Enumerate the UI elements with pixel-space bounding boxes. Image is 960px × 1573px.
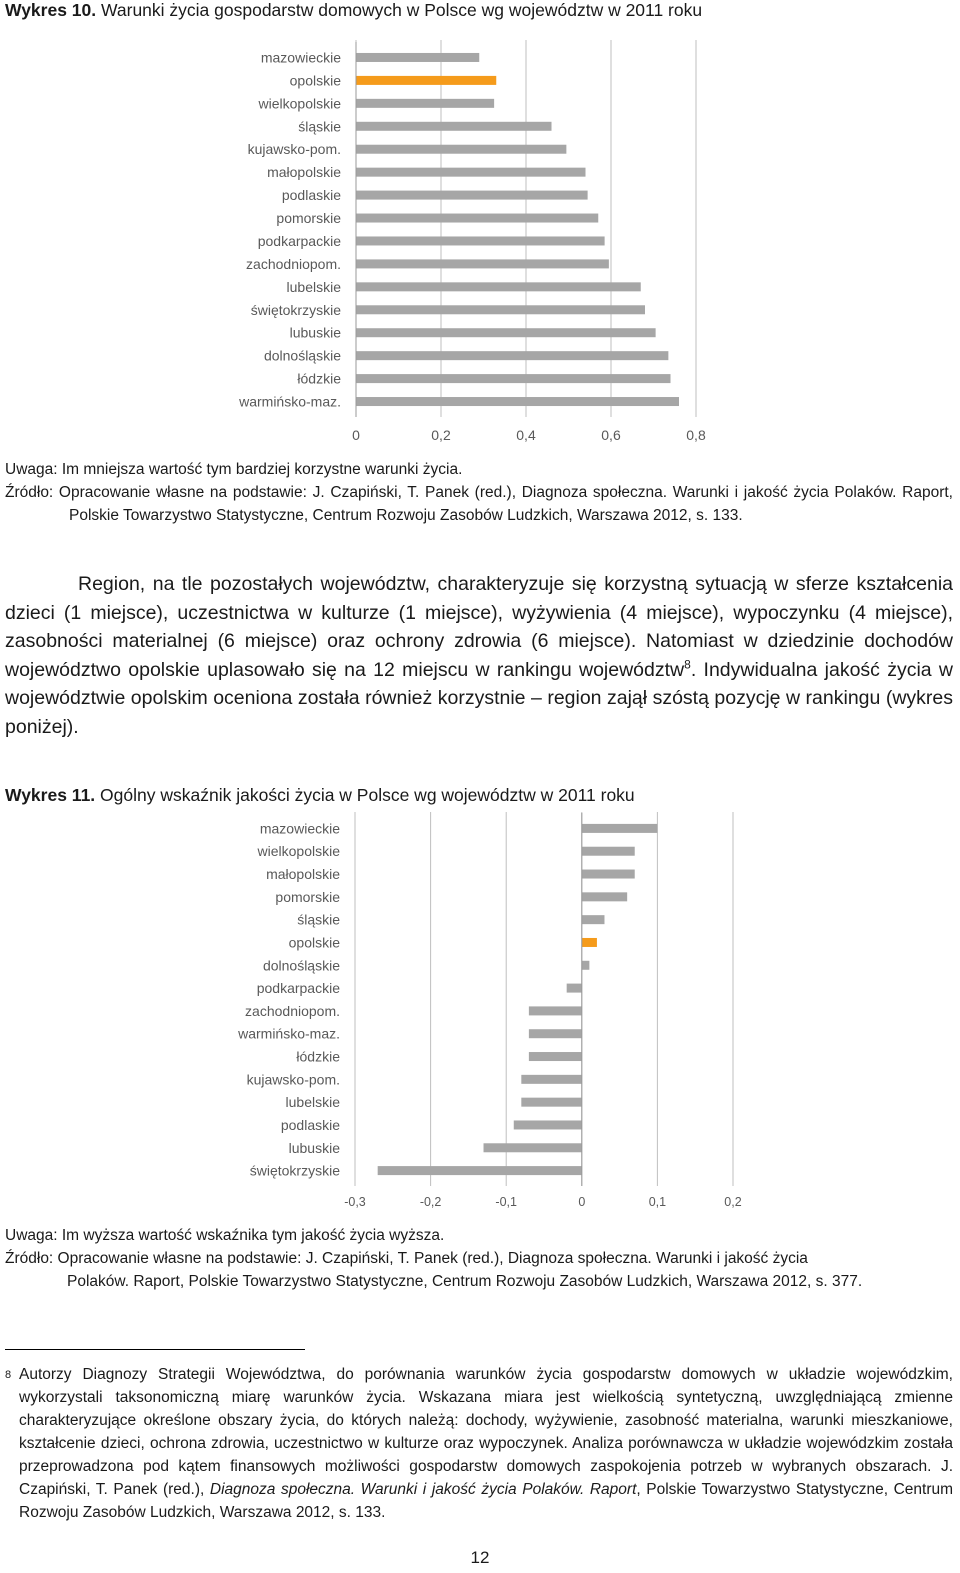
chart11-source-line1: Źródło: Opracowanie własne na podstawie: J. Czapiński, T. Panek (red.), Diagnoza społeczna. Warunki i jakość życia (5, 1250, 808, 1267)
chart10-category-label: podkarpackie (257, 232, 341, 249)
chart11-bar-13 (514, 1120, 582, 1129)
chart10-category-label: łódzkie (297, 370, 341, 387)
chart10-tick-label: 0,6 (601, 427, 621, 443)
chart10-caption-number: Wykres 10. (5, 0, 97, 20)
chart10-bar-0 (356, 53, 479, 62)
chart10-bar-11 (356, 305, 645, 314)
chart11-category-label: mazowieckie (259, 820, 340, 837)
chart10-category-label: pomorskie (276, 210, 341, 227)
chart10-category-label: wielkopolskie (258, 95, 341, 112)
chart11-bar-9 (529, 1029, 582, 1038)
chart10-caption (5, 0, 702, 21)
chart11-category-label: łódzkie (296, 1048, 340, 1065)
chart10-category-label: małopolskie (267, 164, 341, 181)
chart11-category-label: warmińsko-maz. (238, 1025, 340, 1042)
chart11-tick-label: -0,1 (495, 1195, 517, 1209)
chart10-bar-12 (356, 328, 656, 337)
chart11-category-label: podlaskie (280, 1116, 340, 1133)
chart11-category-label: pomorskie (275, 888, 340, 905)
footnote-text: Autorzy Diagnozy Strategii Województwa, do porównania warunków życia gospodarstw domowych w układzie wojewódzkim, wykorzystali taksonomiczną miarę warunków życia. Wskazana miara jest wielkością syntetyczną, uwzględniającą zmienne charakteryzujące określone obszary życia, do których należą: dochody, wyżywienie, zasobność materialna, warunki mieszkaniowe, kształcenie dzieci, ochrona zdrowia, uczestnictwo w kulturze oraz wypoczynek. Analiza porównawcza w układzie wojewódzkim została przeprowadzona pod kątem finansowych możliwości gospodarstw domowych zaspokojenia potrzeb w wybranych obszarach. J. Czapiński, T. Panek (red.), (19, 1366, 953, 1498)
chart11-bar-12 (521, 1098, 581, 1107)
chart10-bar-13 (356, 351, 668, 360)
chart11-category-label: świętokrzyskie (249, 1162, 340, 1179)
chart11-category-label: zachodniopom. (245, 1002, 340, 1019)
chart10-bar-7 (356, 214, 598, 223)
chart11-category-label: opolskie (288, 934, 340, 951)
chart10-notes (5, 458, 953, 527)
chart10-bar-1 (356, 76, 496, 85)
chart11-bar-1 (582, 847, 635, 856)
chart11-tick-label: 0,1 (648, 1195, 667, 1209)
paragraph-text-2: . Indywidualna jakość życia w województwie opolskim oceniona została również korzystnie – region zajął szóstą pozycję w rankingu (wykres poniżej). (5, 658, 954, 738)
chart10-category-label: śląskie (298, 118, 341, 135)
chart10-svg (0, 30, 960, 450)
chart10-category-label: zachodniopom. (246, 255, 341, 272)
chart10-bar-3 (356, 122, 552, 131)
chart11-note: Uwaga: Im wyższa wartość wskaźnika tym jakość życia wyższa. (5, 1227, 445, 1244)
chart11-category-label: podkarpackie (256, 980, 340, 997)
chart11-category-label: dolnośląskie (262, 957, 340, 974)
chart10-bar-8 (356, 236, 605, 245)
chart10-bar-14 (356, 374, 671, 383)
footnote-title-italic: Diagnoza społeczna. Warunki i jakość życia Polaków. Raport (209, 1481, 637, 1498)
chart10-category-label: lubelskie (286, 278, 341, 295)
chart10-bar-15 (356, 397, 679, 406)
chart11-bar-2 (582, 870, 635, 879)
chart11-caption-text: Ogólny wskaźnik jakości życia w Polsce wg województw w 2011 roku (100, 785, 635, 805)
chart10-category-label: kujawsko-pom. (247, 141, 341, 158)
chart11-category-label: małopolskie (266, 866, 340, 883)
footnote-separator (5, 1349, 305, 1350)
chart10-tick-label: 0,2 (431, 427, 451, 443)
chart10-category-label: mazowieckie (260, 49, 341, 66)
chart10-bar-2 (356, 99, 494, 108)
chart11-source-line2: Polaków. Raport, Polskie Towarzystwo Statystyczne, Centrum Rozwoju Zasobów Ludzkich, Warszawa 2012, s. 377. (67, 1273, 863, 1290)
chart10-source: Źródło: Opracowanie własne na podstawie: J. Czapiński, T. Panek (red.), Diagnoza społeczna. Warunki i jakość życia Polaków. Raport, Polskie Towarzystwo Statystyczne, Centrum Rozwoju Zasobów Ludzkich, Warszawa 2012, s. 133. (5, 484, 953, 524)
body-paragraph (5, 570, 953, 741)
chart10-bar-4 (356, 145, 566, 154)
chart10-category-label: podlaskie (281, 187, 341, 204)
chart10-tick-label: 0,4 (516, 427, 536, 443)
chart11-category-label: kujawsko-pom. (246, 1071, 340, 1088)
chart10-category-label: lubuskie (289, 324, 341, 341)
footnote-reference: 8 (684, 657, 691, 671)
chart10-category-label: opolskie (289, 72, 341, 89)
chart10-category-label: warmińsko-maz. (239, 393, 341, 410)
chart10-caption-text: Warunki życia gospodarstw domowych w Polsce wg województw w 2011 roku (101, 0, 703, 20)
chart11-bar-14 (484, 1143, 582, 1152)
chart11-tick-label: -0,3 (344, 1195, 366, 1209)
chart11-bar-3 (582, 892, 627, 901)
chart11-bar-0 (582, 824, 658, 833)
chart11-tick-label: -0,2 (419, 1195, 442, 1209)
chart10-tick-label: 0,8 (686, 427, 706, 443)
chart11-bar-8 (529, 1006, 582, 1015)
chart11-tick-label: 0 (578, 1195, 586, 1209)
chart11-caption (5, 785, 635, 806)
chart11-bar-15 (378, 1166, 582, 1175)
chart11-category-label: lubuskie (288, 1139, 340, 1156)
chart11-category-label: śląskie (297, 911, 340, 928)
chart10-category-label: dolnośląskie (263, 347, 341, 364)
paragraph-text-1: Region, na tle pozostałych województw, charakteryzuje się korzystną sytuacją w sferze kształcenia dzieci (1 miejsce), uczestnictwa w kulturze (1 miejsce), wyżywienia (4 miejsce), wypoczynku (4 miejsce), zasobności materialnej (6 miejsce) oraz ochrony zdrowia (6 miejsce). Natomiast w dziedzinie dochodów województwo opolskie uplasowało się na 12 miejscu w rankingu województw (5, 573, 953, 681)
page-number: 12 (470, 1548, 490, 1567)
chart11-bar-7 (567, 984, 582, 993)
chart11-caption-number: Wykres 11. (5, 785, 96, 805)
chart10-tick-label: 0 (352, 427, 360, 443)
chart11-category-label: wielkopolskie (257, 843, 340, 860)
chart11-bar-5 (582, 938, 597, 947)
chart10-bar-10 (356, 282, 641, 291)
chart10-bar-5 (356, 168, 586, 177)
footnote-text-end: , Polskie Towarzystwo Statystyczne, Centrum Rozwoju Zasobów Ludzkich, Warszawa 2012, s. 133. (19, 1481, 954, 1521)
chart11-bar-11 (521, 1075, 581, 1084)
footnote: 8 Autorzy Diagnozy Strategii Województwa, do porównania warunków życia gospodarstw domowych w układzie wojewódzkim, wykorzystali taksonomiczną miarę warunków życia. Wskazana miara jest wielkością syntetyczną, uwzględniającą zmienne charakteryzujące określone obszary życia, do których należą: dochody, wyżywienie, zasobność materialna, warunki mieszkaniowe, kształcenie dzieci, ochrona zdrowia, uczestnictwo w kulturze oraz wypoczynek. Analiza porównawcza w układzie wojewódzkim została przeprowadzona pod kątem finansowych możliwości gospodarstw domowych zaspokojenia potrzeb w wybranych obszarach. J. Czapiński, T. Panek (red.), Diagnoza społeczna. Warunki i jakość życia Polaków. Raport, Polskie Towarzystwo Statystyczne, Centrum Rozwoju Zasobów Ludzkich, Warszawa 2012, s. 133. (5, 1366, 954, 1521)
chart10-bar-9 (356, 259, 609, 268)
chart11-notes (5, 1224, 953, 1293)
chart11-bar-4 (582, 915, 605, 924)
chart11-bar-10 (529, 1052, 582, 1061)
chart11-tick-label: 0,2 (724, 1195, 742, 1209)
chart10-category-label: świętokrzyskie (250, 301, 341, 318)
chart11-bar-6 (582, 961, 590, 970)
chart10-bar-6 (356, 191, 588, 200)
chart10-note: Uwaga: Im mniejsza wartość tym bardziej korzystne warunki życia. (5, 461, 463, 478)
chart11-category-label: lubelskie (285, 1094, 340, 1111)
chart11-svg (0, 812, 960, 1216)
